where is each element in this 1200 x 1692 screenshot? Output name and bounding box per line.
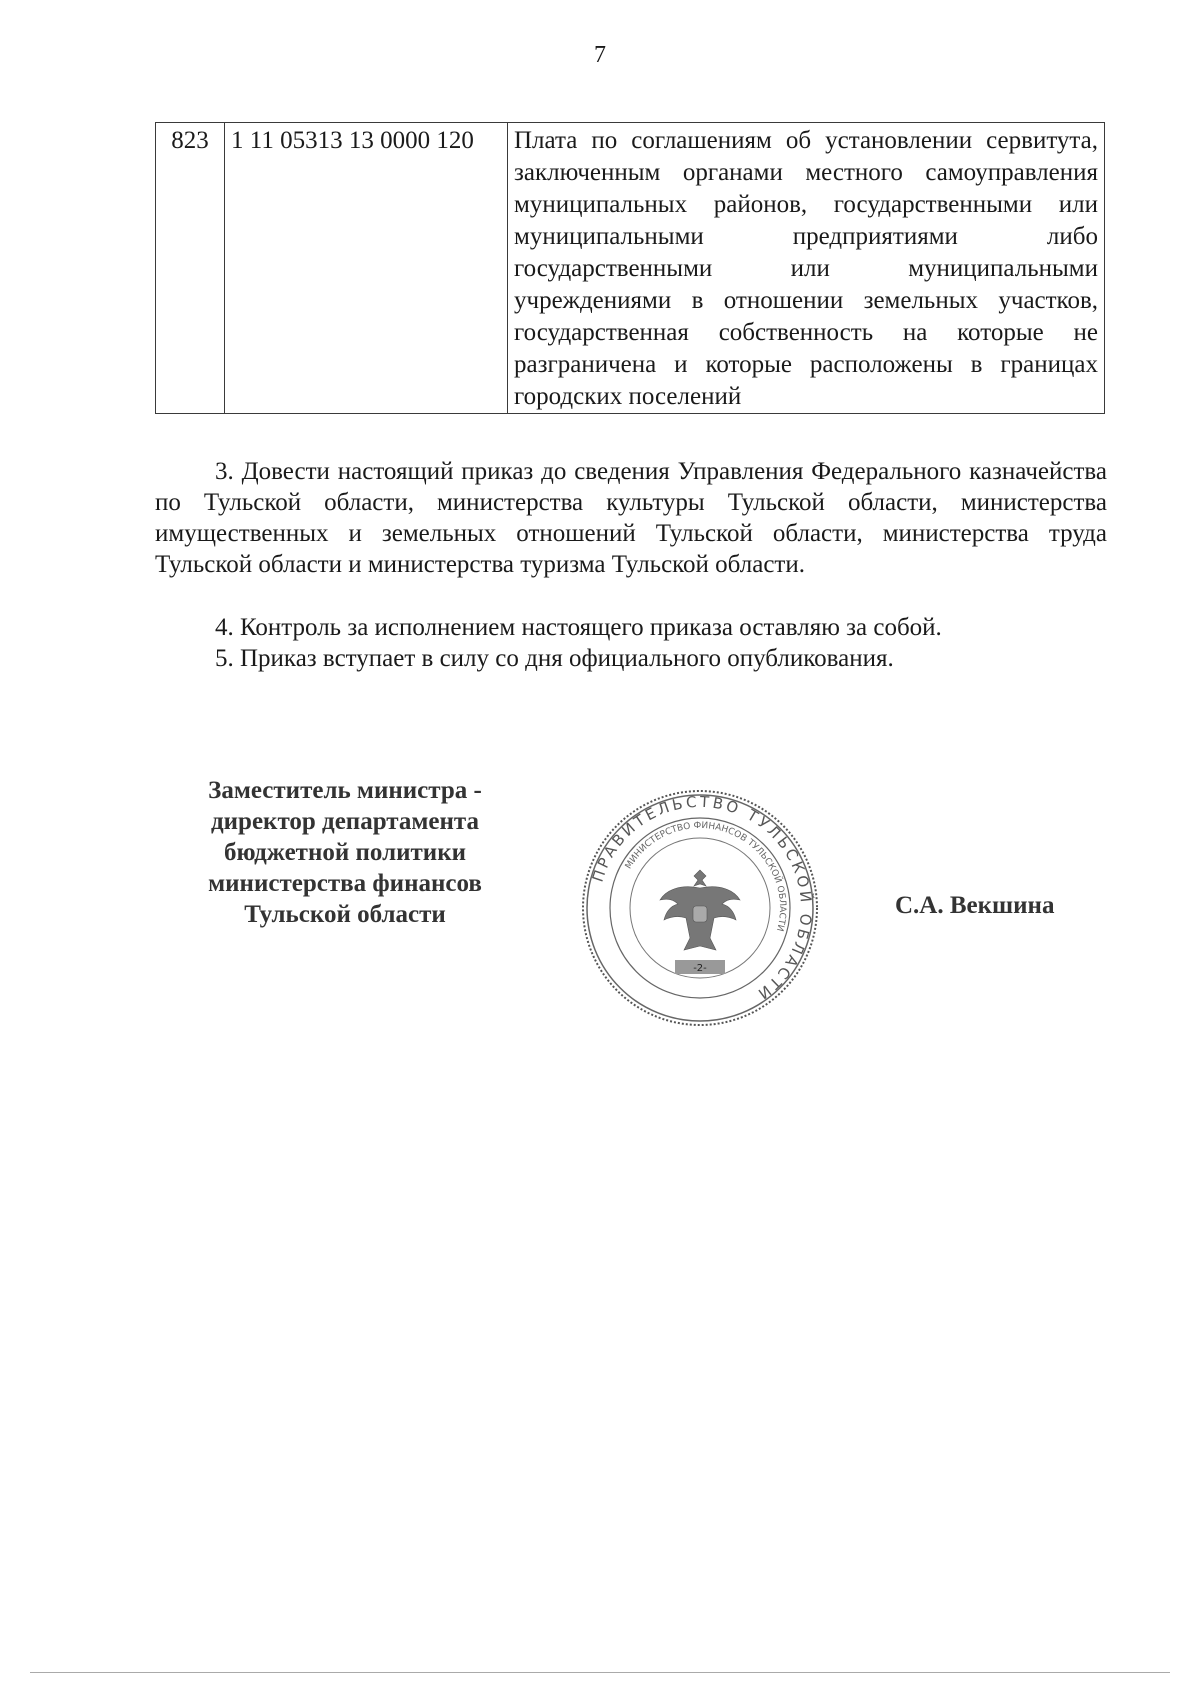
signer-title-line: министерства финансов — [208, 870, 482, 897]
paragraph-4: 4. Контроль за исполнением настоящего приказа оставляю за собой. — [215, 614, 942, 641]
signer-title-line: бюджетной политики — [223, 839, 467, 866]
admin-code-cell: 823 — [156, 123, 225, 414]
budget-classification-table — [155, 122, 1105, 414]
seal-number: -2- — [693, 963, 707, 974]
double-headed-eagle-icon — [660, 870, 740, 950]
seal-outer-textpath: ПРАВИТЕЛЬСТВО ТУЛЬСКОЙ ОБЛАСТИ — [588, 792, 816, 1005]
signer-title-line: Заместитель министра - — [208, 777, 482, 804]
signer-title — [175, 775, 515, 930]
kbk-code-cell: 1 11 05313 13 0000 120 — [225, 123, 508, 414]
bottom-divider — [30, 1672, 1170, 1673]
paragraph-3: 3. Довести настоящий приказ до сведения Управления Федерального казначейства по Тульской области, министерства культуры Тульской области, министерства имущественных и земельных отношений Тульской области, министерства труда Тульской области и министерства туризма Тульской области. — [155, 458, 1107, 578]
table-row — [156, 123, 1105, 414]
signer-title-line: Тульской области — [244, 901, 446, 928]
seal-inner-textpath: МИНИСТЕРСТВО ФИНАНСОВ ТУЛЬСКОЙ ОБЛАСТИ — [623, 820, 788, 933]
paragraph-5: 5. Приказ вступает в силу со дня официального опубликования. — [215, 645, 894, 672]
signer-title-line: директор департамента — [211, 808, 479, 835]
page-number: 7 — [594, 42, 606, 68]
signer-name: С.А. Векшина — [895, 892, 1055, 919]
official-seal-stamp — [580, 788, 820, 1028]
description-cell: Плата по соглашениям об установлении сервитута, заключенным органами местного самоуправления муниципальных районов, государственными или муниципальными предприятиями либо государственными или муниципальными учреждениями в отношении земельных участков, государственная собственность на которые не разграничена и которые расположены в границах городских поселений — [508, 123, 1105, 414]
